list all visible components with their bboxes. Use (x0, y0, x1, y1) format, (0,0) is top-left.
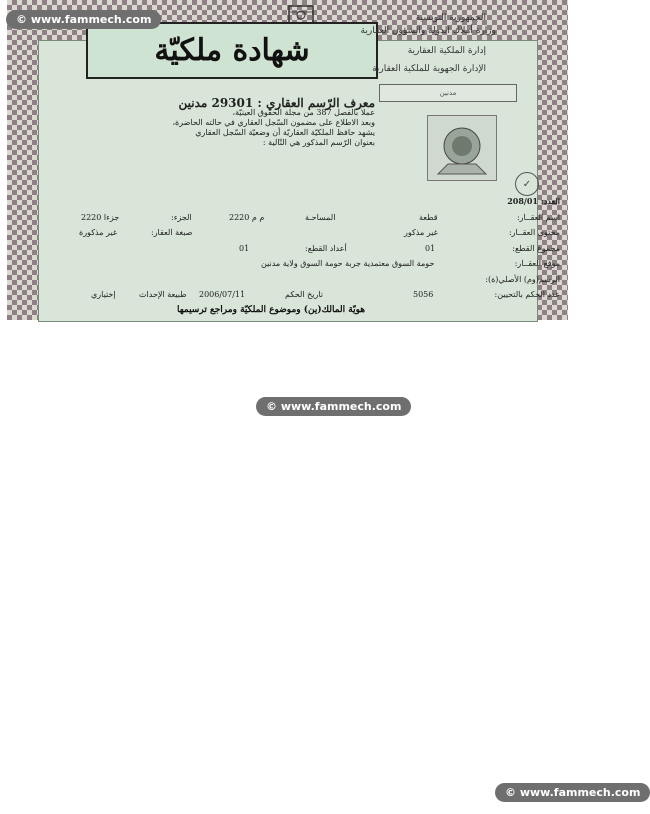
regional-label: الإدارة الجهوية للملكية العقارية (372, 64, 486, 74)
certificate-title: شهادة ملكيّة (154, 33, 310, 68)
parcel-label: مجموع القطع: (512, 244, 560, 253)
record-line-1: عملا بالفصل 387 من مجلة الحقوق العينيّة، (232, 108, 375, 117)
republic-label: الجمهورية التونسية (415, 13, 486, 23)
share-label: الجزء: (171, 213, 192, 222)
watermark-middle: © www.fammech.com (256, 397, 411, 416)
area-label: المساحـة (305, 213, 336, 222)
ruling-value: 5056 (413, 290, 434, 299)
watermark-top: © www.fammech.com (6, 10, 161, 29)
parcel-num-value: 01 (239, 244, 250, 253)
type-label: طبيعة الإحداث (139, 290, 187, 299)
date-value: 2006/07/11 (199, 290, 246, 299)
content-label: محتوى العقــار: (508, 228, 560, 237)
record-line-3: يشهد حافظ الملكيّة العقاريّة أن وضعيّة السّجل العقاري (195, 128, 375, 137)
name-value: قطعة (419, 213, 438, 222)
record-block (75, 98, 375, 148)
type-value: إختياري (91, 290, 116, 299)
record-line-2: وبعد الاطلاع على مضمون السّجل العقاري في حالته الحاضرة، (172, 118, 375, 127)
location-label: موقع العقــار: (514, 259, 560, 268)
ruling-label: عدد الحكم بالتحيين: (494, 290, 560, 299)
ministry-label: وزارة أملاك الدولة والشؤون العقارية (360, 26, 496, 36)
record-heading: معرف الرّسم العقاري : 29301 مدنين (178, 96, 375, 110)
stamp-icon: ✓ (515, 172, 539, 196)
certificate-number: العدد: 208/01 (507, 196, 560, 206)
owner-section-title: هويّة المالك(ين) وموضوع الملكيّة ومراجع ترسيمها (177, 305, 366, 315)
nature-label: صبغة العقار: (151, 228, 193, 237)
watermark-bottom: © www.fammech.com (495, 783, 650, 802)
names-label: الرسم(وم) الأصلي(ة): (485, 275, 560, 284)
area-value: 2220 م م (229, 213, 265, 222)
date-label: تاريخ الحكم (285, 290, 324, 299)
admin-label: إدارة الملكية العقارية (407, 46, 486, 56)
seal-image (427, 115, 497, 181)
region-field: مدنين (379, 84, 517, 102)
certificate-page (7, 0, 568, 320)
parcel-num-label: أعداد القطع: (305, 244, 347, 253)
location-value: حومة السوق معتمدية جربة حومة السوق ولاية مدنين (261, 259, 435, 268)
record-line-4: بعنوان الرّسم المذكور هي التّالية : (262, 138, 375, 147)
title-box (86, 22, 378, 79)
content-value: غير مذكور (404, 228, 438, 237)
nature-value: غير مذكورة (79, 228, 118, 237)
name-label: اسم العقــار: (516, 213, 560, 222)
seal-icon (428, 116, 496, 180)
share-value: 2220 جزءا (81, 213, 120, 222)
parcel-value: 01 (425, 244, 436, 253)
